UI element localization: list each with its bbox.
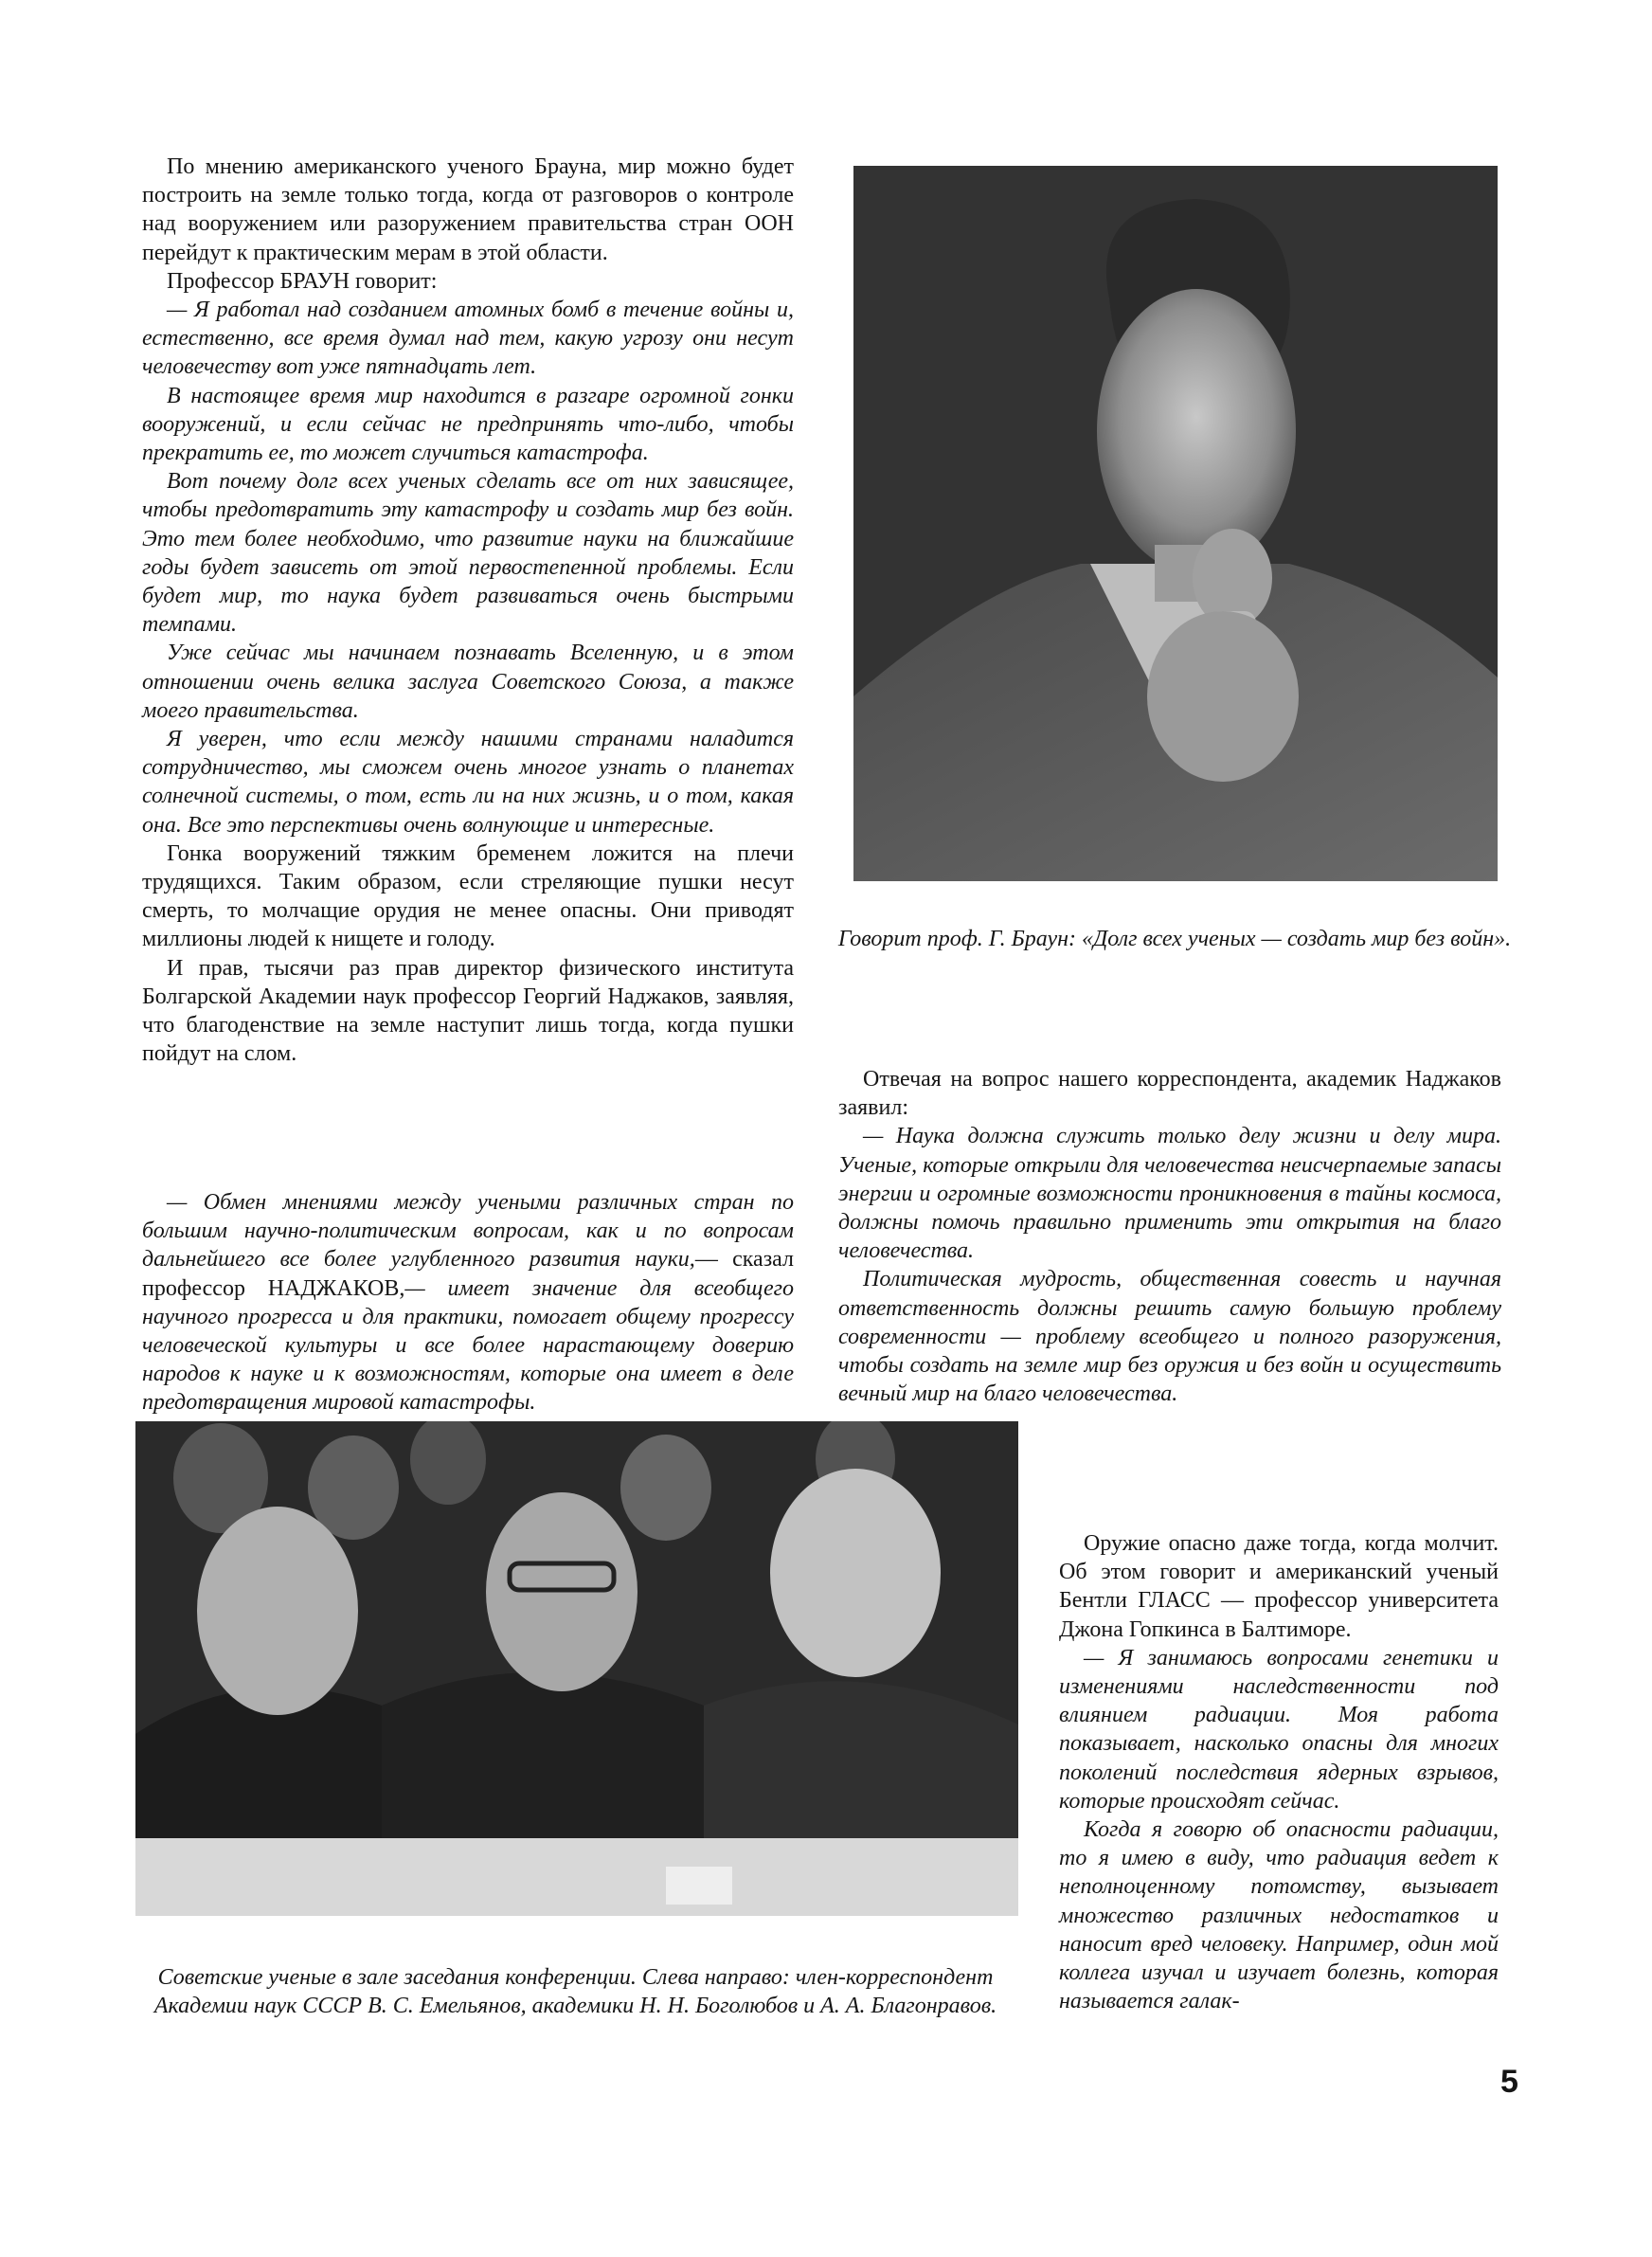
left-paragraph: И прав, тысячи раз прав директор физического института Болгарской Академии наук профессор Георгий Наджаков, заявляя, что благоденствие на земле наступит лишь тогда, когда пушки пойдут на слом. [142, 955, 794, 1067]
scientists-photo [135, 1421, 1018, 1916]
page-number: 5 [1500, 2064, 1518, 2100]
braun-photo [853, 166, 1498, 881]
left-column [142, 153, 794, 1069]
right-column [838, 1065, 1501, 1408]
left-paragraph: Профессор БРАУН говорит: [167, 268, 438, 294]
left-paragraph: В настоящее время мир находится в разгаре огромной гонки вооружений, и если сейчас не предпринять что-либо, чтобы прекратить ее, то может случиться катастрофа. [142, 383, 794, 466]
left-paragraph: — Я работал над созданием атомных бомб в течение войны и, естественно, все время думал над тем, какую угрозу они несут человечеству вот уже пятнадцать лет. [142, 298, 794, 380]
narrow-column [1059, 1529, 1499, 2015]
right-paragraph: — Наука должна служить только делу жизни и делу мира. Ученые, которые открыли для человечества неисчерпаемые запасы энергии и огромные возможности проникновения в тайны космоса, должны помочь правильно применить эти открытия на благо человечества. [838, 1124, 1501, 1264]
nadjakov-quote-text-1: — Обмен мнениями между учеными различных стран по большим научно-политическим вопросам, как и по вопросам дальнейшего все более углубленного развития науки, [142, 1190, 794, 1273]
nadjakov-quote-attribution: — сказал профессор НАДЖАКОВ, [142, 1247, 795, 1301]
nadjakov-quote-text-2: — имеет значение для всеобщего научного прогресса и для практики, помогает общему прогрессу человеческой культуры и все более нарастающему доверию народов к науке и к возможностям, которые она имеет в деле предотвращения мировой катастрофы. [142, 1275, 795, 1416]
scientists-photo-caption: Советские ученые в зале заседания конференции. Слева направо: член-корреспондент Академии наук СССР В. С. Емельянов, академики Н. Н. Боголюбов и А. А. Благонравов. [153, 1965, 997, 2018]
narrow-paragraph: — Я занимаюсь вопросами генетики и изменениями наследственности под влиянием радиации. Моя работа показывает, насколько опасны для многих поколений последствия ядерных взрывов, которые происходят сейчас. [1059, 1645, 1499, 1814]
narrow-paragraph: Оружие опасно даже тогда, когда молчит. Об этом говорит и американский ученый Бентли ГЛАСС — профессор университета Джона Гопкинса в Балтиморе. [1059, 1531, 1499, 1642]
left-paragraph: Гонка вооружений тяжким бременем ложится на плечи трудящихся. Таким образом, если стреляющие пушки несут смерть, то молчащие орудия не менее опасны. Они приводят миллионы людей к нищете и голоду. [142, 840, 794, 952]
narrow-paragraph: Когда я говорю об опасности радиации, то я имею в виду, что радиация ведет к неполноценному потомству, вызывает множество различных недостатков и наносит вред человеку. Например, один мой коллега изучал и изучает болезнь, которая называется галак- [1059, 1817, 1499, 2014]
left-paragraph: Уже сейчас мы начинаем познавать Вселенную, и в этом отношении очень велика заслуга Советского Союза, а также моего правительства. [142, 641, 794, 723]
braun-photo-caption: Говорит проф. Г. Браун: «Долг всех ученых — создать мир без войн». [837, 927, 1512, 951]
nadjakov-quote-part-a [142, 1188, 794, 1417]
left-paragraph: По мнению американского ученого Брауна, мир можно будет построить на земле только тогда, когда от разговоров о контроле над вооружением или разоружением правительства стран ООН перейдут к практическим мерам в этой области. [142, 154, 794, 265]
left-paragraph: Вот почему долг всех ученых сделать все от них зависящее, чтобы предотвратить эту катастрофу и создать мир без войн. Это тем более необходимо, что развитие науки на ближайшие годы будет зависеть от этой первостепенной проблемы. Если будет мир, то наука будет развиваться очень быстрыми темпами. [142, 469, 794, 638]
braun-photo-image [853, 166, 1498, 881]
scientists-photo-image [135, 1421, 1018, 1916]
right-paragraph: Отвечая на вопрос нашего корреспондента, академик Наджаков заявил: [838, 1067, 1501, 1121]
left-paragraph: Я уверен, что если между нашими странами наладится сотрудничество, мы сможем очень многое узнать о планетах солнечной системы, о том, есть ли на них жизнь, и о том, какая она. Все это перспективы очень волнующие и интересные. [142, 727, 794, 838]
right-paragraph: Политическая мудрость, общественная совесть и научная ответственность должны решить самую большую проблему современности — проблему всеобщего и полного разоружения, чтобы создать на земле мир без оружия и без войн и осуществить вечный мир на благо человечества. [838, 1267, 1501, 1407]
